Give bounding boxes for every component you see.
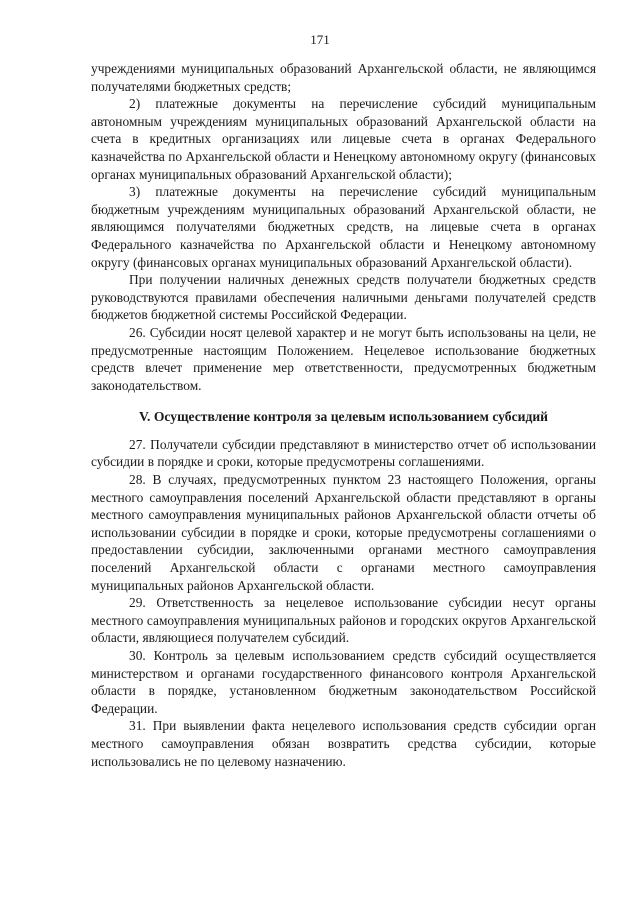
paragraph-27: 27. Получатели субсидии представляют в министерство отчет об использовании субсидии в порядке и сроки, которые предусмотрены соглашениями. — [91, 436, 596, 470]
paragraph-26: 26. Субсидии носят целевой характер и не могут быть использованы на цели, не предусмотренные настоящим Положением. Нецелевое использование бюджетных средств влечет применение мер ответственности, предусмотренных бюджетным законодательством. — [91, 324, 596, 393]
paragraph-continuation: учреждениями муниципальных образований Архангельской области, не являющимся получателями бюджетных средств; — [91, 61, 596, 94]
paragraph-item-3: 3) платежные документы на перечисление субсидий муниципальным бюджетным учреждениям муниципальных образований Архангельской области, не являющимся получателями бюджетных средств, на лицевые счета в органах Федерального казначейства по Архангельской области и Ненецкому автономному округу (финансовых органах муниципальных образований Архангельской области). — [91, 184, 596, 270]
document-body — [91, 60, 596, 770]
paragraph-cash-rules: При получении наличных денежных средств получатели бюджетных средств руководствуются правилами обеспечения наличными деньгами получателей средств бюджетов бюджетной системы Российской Федерации. — [91, 272, 596, 323]
paragraph-31: 31. При выявлении факта нецелевого использования средств субсидии орган местного самоуправления обязан возвратить средства субсидии, которые использовались не по целевому назначению. — [91, 718, 596, 769]
paragraph-item-2: 2) платежные документы на перечисление субсидий муниципальным автономным учреждениям муниципальных образований Архангельской области на счета в кредитных организациях или лицевые счета в органах Федерального казначейства по Архангельской области и Ненецкому автономному округу (финансовых органах муниципальных образований Архангельской области); — [91, 96, 596, 182]
paragraph-30: 30. Контроль за целевым использованием средств субсидий осуществляется министерством и органами государственного финансового контроля Архангельской области в порядке, установленном бюджетным законодательством Российской Федерации. — [91, 648, 596, 716]
page-number: 171 — [310, 32, 330, 47]
paragraph-28: 28. В случаях, предусмотренных пунктом 23 настоящего Положения, органы местного самоуправления поселений Архангельской области представляют в органы местного самоуправления муниципальных районов Архангельской области отчеты об использовании субсидии в порядке и сроки, которые предусмотрены соглашениями о предоставлении субсидии, заключенными органами местного самоуправления поселений Архангельской области с органами местного самоуправления муниципальных районов Архангельской области. — [91, 472, 596, 593]
section-heading: V. Осуществление контроля за целевым использованием субсидий — [138, 409, 548, 425]
paragraph-29: 29. Ответственность за нецелевое использование субсидии несут органы местного самоуправления муниципальных районов и городских округов Архангельской области, являющиеся получателем субсидий. — [91, 595, 596, 646]
